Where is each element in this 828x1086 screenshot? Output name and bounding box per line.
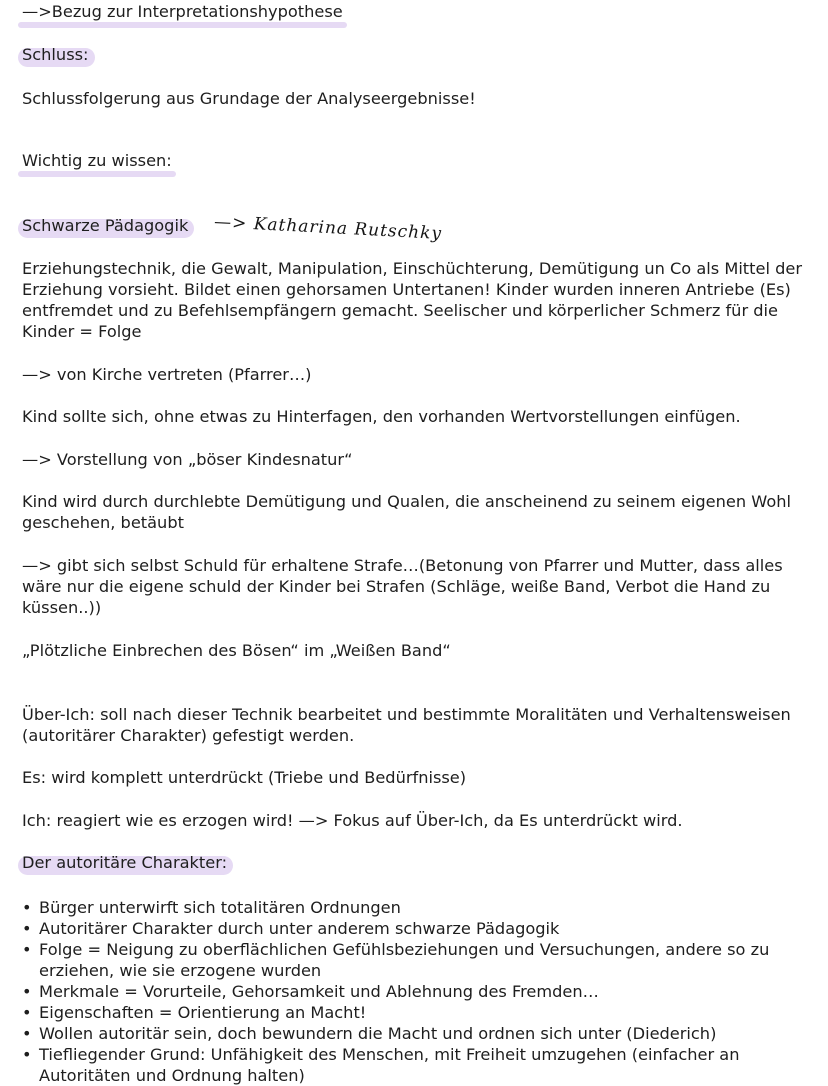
autoritaer-heading — [22, 852, 227, 873]
paragraph-definition: Erziehungstechnik, die Gewalt, Manipulation, Einschüchterung, Demütigung un Co als Mittel der Erziehung vorsieht. Bildet einen gehorsamen Untertanen! Kinder wurden inneren Antriebe (Es) entfremdet und zu Befehlsempfängern gemacht. Seelischer und körperlicher Schmerz für die Kinder = Folge — [22, 259, 802, 341]
paragraph-ich: Ich: reagiert wie es erzogen wird! —> Fokus auf Über-Ich, da Es unterdrückt wird. — [22, 811, 683, 830]
list-item: • Merkmale = Vorurteile, Gehorsamkeit und Ablehnung des Fremden… — [22, 981, 812, 1002]
paragraph-ueber-ich: Über-Ich: soll nach dieser Technik bearbeitet und bestimmte Moralitäten und Verhaltensweisen (autoritärer Charakter) gefestigt werden. — [22, 705, 791, 745]
list-item: • Tiefliegender Grund: Unfähigkeit des Menschen, mit Freiheit umzugehen (einfacher an Autoritäten und Ordnung halten) — [22, 1044, 812, 1086]
list-item: • Bürger unterwirft sich totalitären Ordnungen — [22, 897, 812, 918]
schluss-heading — [22, 44, 89, 65]
paragraph-schuld: —> gibt sich selbst Schuld für erhaltene Strafe…(Betonung von Pfarrer und Mutter, dass alles wäre nur die eigene schuld der Kinder bei Strafen (Schläge, weiße Band, Verbot die Hand zu küssen..)) — [22, 556, 783, 617]
schwarze-heading — [22, 215, 188, 236]
list-item: • Wollen autoritär sein, doch bewundern die Macht und ordnen sich unter (Diederich) — [22, 1023, 812, 1044]
paragraph-es: Es: wird komplett unterdrückt (Triebe und Bedürfnisse) — [22, 768, 467, 787]
bezug-text: —>Bezug zur Interpretationshypothese — [22, 2, 343, 21]
paragraph-kirche: —> von Kirche vertreten (Pfarrer…) — [22, 365, 312, 384]
schluss-text: Schlussfolgerung aus Grundage der Analyseergebnisse! — [22, 89, 476, 108]
paragraph-weisses-band: „Plötzliche Einbrechen des Bösen“ im „Weißen Band“ — [22, 641, 451, 660]
list-item: • Eigenschaften = Orientierung an Macht! — [22, 1002, 812, 1023]
paragraph-kindesnatur: —> Vorstellung von „böser Kindesnatur“ — [22, 450, 353, 469]
bezug-line — [22, 1, 343, 22]
schluss-heading-text: Schluss: — [22, 45, 89, 64]
autoritaer-heading-text: Der autoritäre Charakter: — [22, 853, 228, 872]
wichtig-heading — [22, 150, 172, 171]
paragraph-demuetigung: Kind wird durch durchlebte Demütigung und Qualen, die anscheinend zu seinem eigenen Wohl geschehen, betäubt — [22, 492, 791, 532]
schwarze-heading-text: Schwarze Pädagogik — [22, 216, 189, 235]
list-item: • Folge = Neigung zu oberflächlichen Gefühlsbeziehungen und Versuchungen, andere so zu erziehen, wie sie erzogene wurden — [22, 939, 812, 981]
bullet-list — [22, 897, 812, 1086]
handwritten-note: —> Katharina Rutschky — [213, 212, 443, 244]
wichtig-text: Wichtig zu wissen: — [22, 151, 172, 170]
paragraph-wertvorstellungen: Kind sollte sich, ohne etwas zu Hinterfagen, den vorhanden Wertvorstellungen einfügen. — [22, 407, 741, 426]
list-item: • Autoritärer Charakter durch unter anderem schwarze Pädagogik — [22, 918, 812, 939]
